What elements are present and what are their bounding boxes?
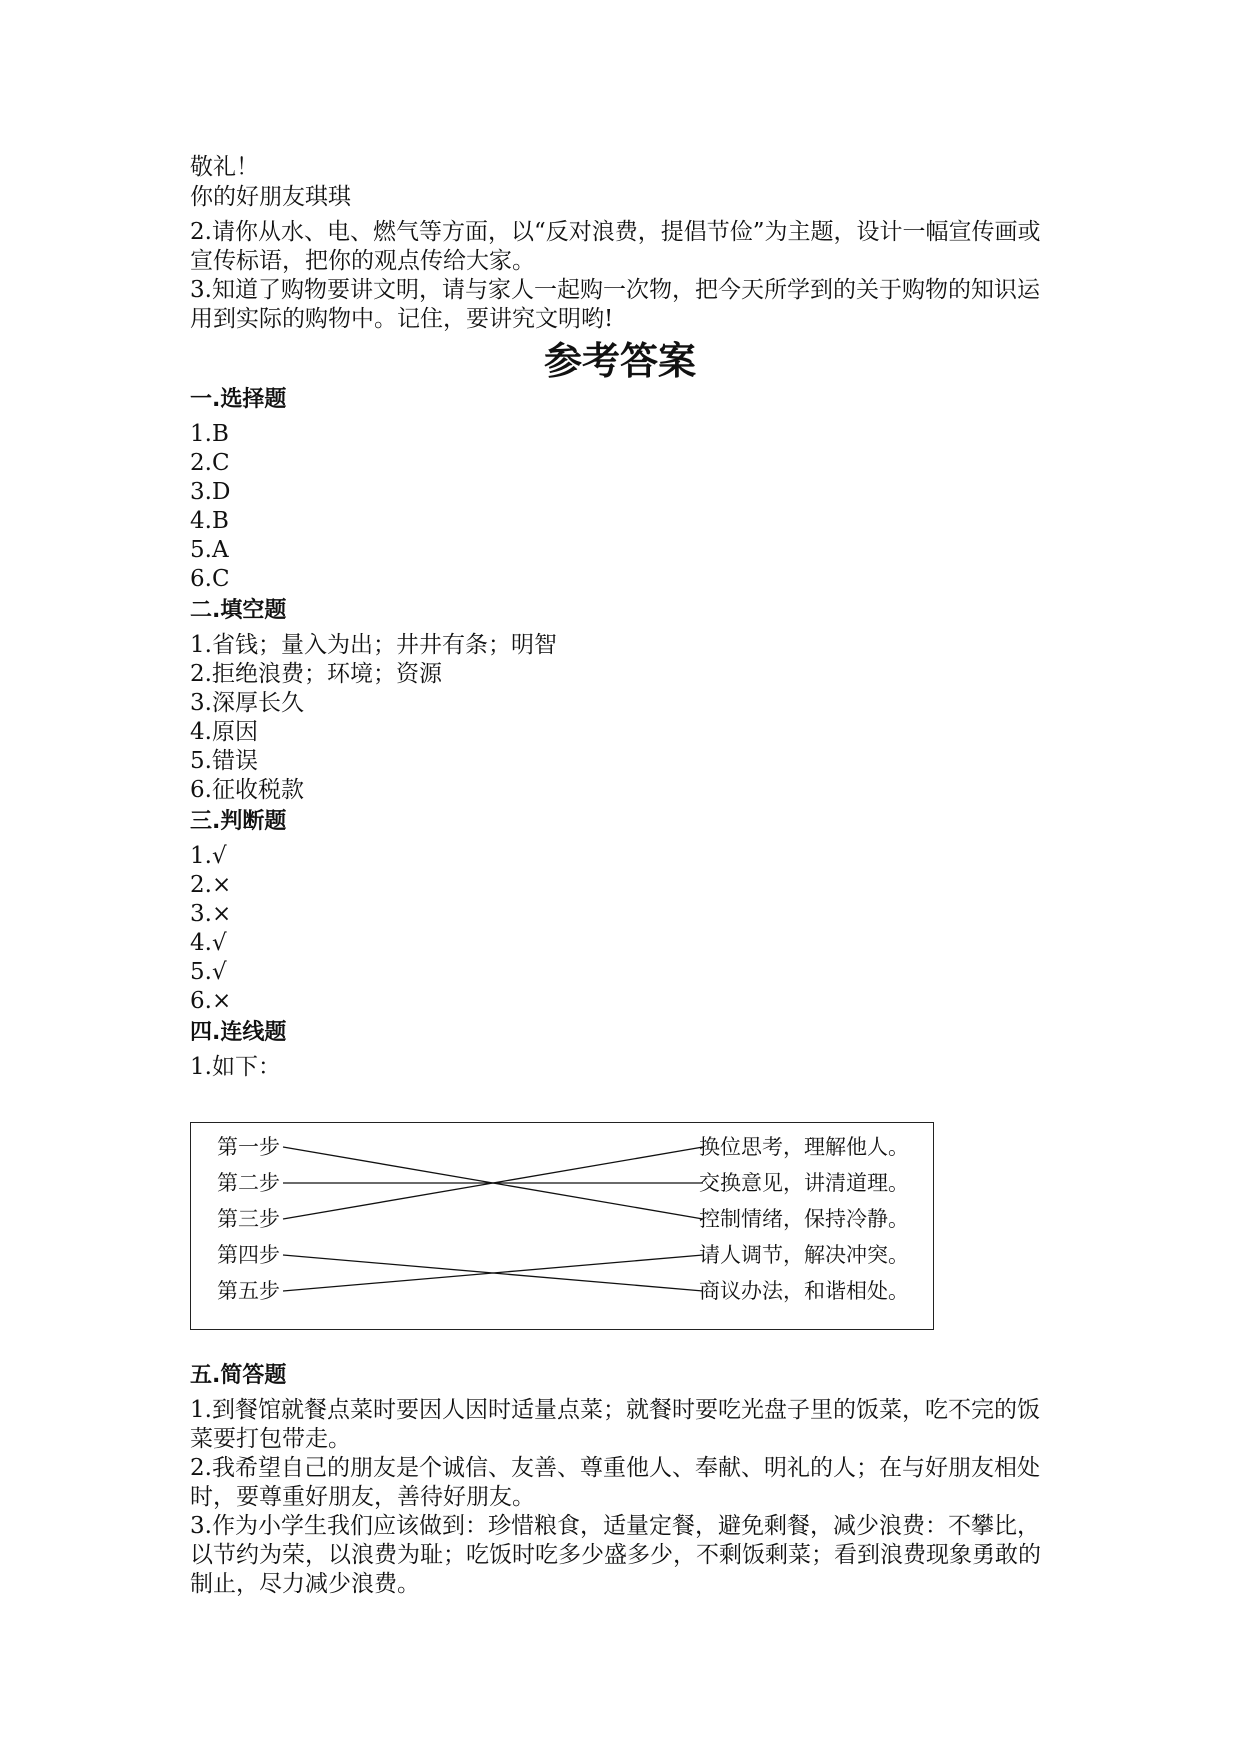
section-heading-fill: 二.填空题 <box>190 598 287 623</box>
answer-item: 3.× <box>190 901 232 927</box>
answer-item: 1.B <box>190 421 229 447</box>
answer-item: 2.× <box>190 872 232 898</box>
answers-title: 参考答案 <box>543 339 696 383</box>
task-paragraph: 2.请你从水、电、燃气等方面，以“反对浪费，提倡节俭”为主题，设计一幅宣传画或宣传标语，把你的观点传给大家。 <box>190 219 1041 274</box>
answer-item: 6.C <box>190 566 230 592</box>
answer-item: 4.B <box>190 508 229 534</box>
answer-item: 2.拒绝浪费；环境；资源 <box>190 661 442 687</box>
left-step-label: 第五步 <box>217 1279 280 1303</box>
answer-item: 3.深厚长久 <box>190 690 304 716</box>
answer-item: 5.错误 <box>190 748 258 774</box>
right-action-label: 换位思考，理解他人。 <box>699 1135 909 1159</box>
answer-item: 6.征收税款 <box>190 777 304 803</box>
matching-diagram <box>190 1122 934 1330</box>
section-heading-judge: 三.判断题 <box>190 809 287 834</box>
answer-item: 6.× <box>190 988 232 1014</box>
letter-signature: 你的好朋友琪琪 <box>190 184 351 210</box>
answer-paragraph: 1.到餐馆就餐点菜时要因人因时适量点菜；就餐时要吃光盘子里的饭菜，吃不完的饭菜要打包带走。 <box>190 1397 1040 1452</box>
left-step-label: 第三步 <box>217 1207 280 1231</box>
answer-item: 4.√ <box>190 930 227 956</box>
answer-item: 5.A <box>190 537 229 563</box>
right-action-label: 商议办法，和谐相处。 <box>699 1279 909 1303</box>
answer-paragraph: 2.我希望自己的朋友是个诚信、友善、尊重他人、奉献、明礼的人；在与好朋友相处时，要尊重好朋友，善待好朋友。 <box>190 1455 1040 1510</box>
answer-item: 4.原因 <box>190 719 258 745</box>
answer-item: 5.√ <box>190 959 227 985</box>
right-action-label: 请人调节，解决冲突。 <box>699 1243 909 1267</box>
section-heading-short: 五.简答题 <box>190 1363 287 1388</box>
left-step-label: 第四步 <box>217 1243 280 1267</box>
answer-item: 2.C <box>190 450 230 476</box>
left-step-label: 第一步 <box>217 1135 280 1159</box>
left-step-label: 第二步 <box>217 1171 280 1195</box>
section-heading-choice: 一.选择题 <box>190 387 287 412</box>
section-heading-match: 四.连线题 <box>190 1020 287 1045</box>
right-action-label: 控制情绪，保持冷静。 <box>699 1207 909 1231</box>
answer-item: 1.√ <box>190 843 227 869</box>
task-paragraph: 3.知道了购物要讲文明，请与家人一起购一次物，把今天所学到的关于购物的知识运用到实际的购物中。记住，要讲究文明哟! <box>190 277 1040 332</box>
answer-item: 1.如下： <box>190 1054 281 1080</box>
answer-paragraph: 3.作为小学生我们应该做到：珍惜粮食，适量定餐，避免剩餐，减少浪费：不攀比，以节约为荣，以浪费为耻；吃饭时吃多少盛多少，不剩饭剩菜；看到浪费现象勇敢的制止，尽力减少浪费。 <box>190 1513 1041 1597</box>
right-action-label: 交换意见，讲清道理。 <box>699 1171 909 1195</box>
answer-item: 1.省钱；量入为出；井井有条；明智 <box>190 632 557 658</box>
answer-item: 3.D <box>190 479 231 505</box>
letter-closing: 敬礼！ <box>190 154 259 180</box>
